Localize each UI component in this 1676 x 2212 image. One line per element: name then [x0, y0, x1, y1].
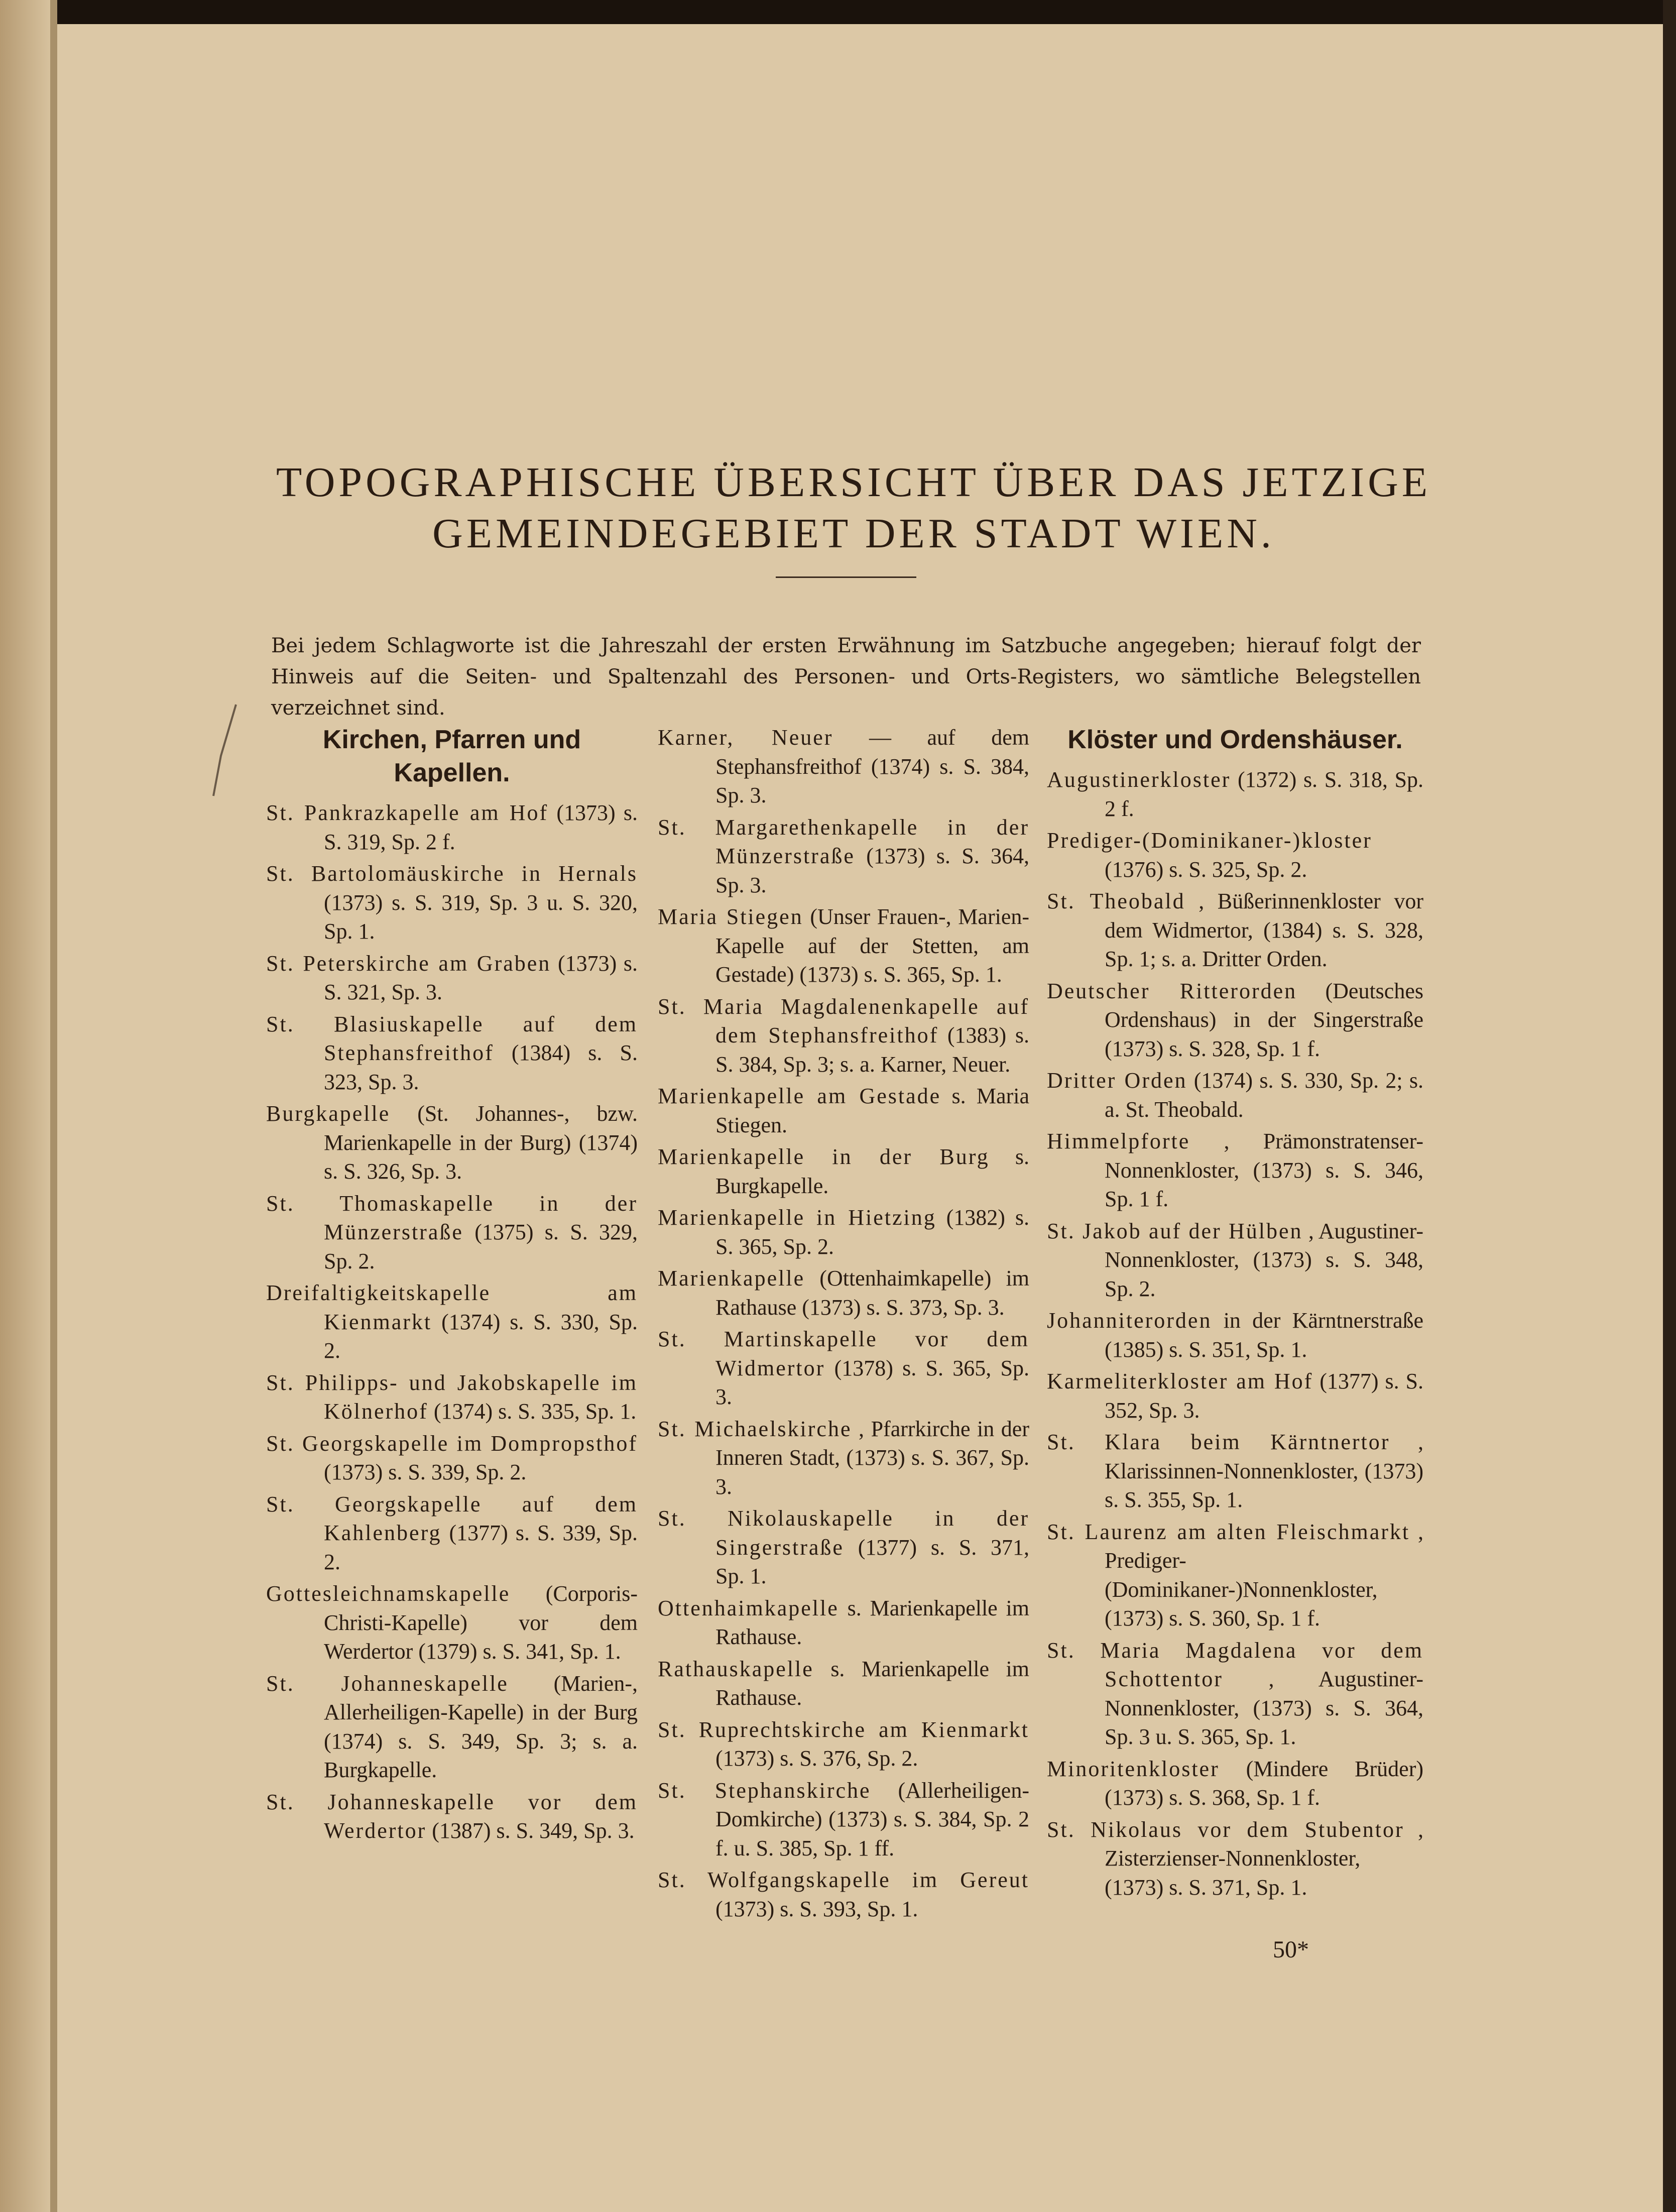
- title-divider: [776, 576, 916, 578]
- page-gutter: [0, 0, 50, 2212]
- index-entry: [1047, 1755, 1423, 1812]
- entry-term: St. Maria Magdalenenkapelle auf dem Stephansfreithof: [658, 994, 1029, 1047]
- index-entry: [1047, 1066, 1423, 1124]
- entry-term: Marienkapelle: [658, 1266, 805, 1291]
- entry-reference: (1373) s. S. 364, Sp. 3.: [715, 844, 1029, 897]
- entry-term: St. Georgskapelle im Dompropsthof: [266, 1431, 638, 1456]
- pencil-mark-icon: [201, 701, 246, 801]
- entry-reference: , Zisterzienser-Nonnenkloster, (1373) s. S. 371, Sp. 1.: [1105, 1817, 1423, 1900]
- index-entry: [1047, 977, 1423, 1064]
- entry-reference: , Klarissinnen-Nonnenkloster, (1373) s. S. 355, Sp. 1.: [1105, 1430, 1423, 1512]
- scan-border-right: [1663, 0, 1676, 2212]
- index-entry: [266, 1278, 638, 1365]
- entry-term: St. Philipps- und Jakobskapelle im Kölnerhof: [266, 1370, 638, 1424]
- entry-reference: (St. Johannes-, bzw. Marienkapelle in der Burg) (1374) s. S. 326, Sp. 3.: [324, 1101, 638, 1184]
- index-entry: [1047, 1306, 1423, 1364]
- entry-reference: (1373) s. S. 393, Sp. 1.: [715, 1896, 918, 1921]
- entry-term: St. Nikolauskapelle in der Singerstraße: [658, 1506, 1029, 1560]
- heading-kirchen: Kirchen, Pfarren und Kapellen.: [322, 725, 581, 787]
- index-entry: [658, 1655, 1029, 1712]
- index-entry: [266, 1669, 638, 1785]
- index-entry: [1047, 826, 1423, 884]
- intro-paragraph: [271, 630, 1421, 724]
- entry-reference: s. Burgkapelle.: [715, 1144, 1029, 1198]
- entry-term: Prediger-(Dominikaner-)kloster: [1047, 828, 1372, 853]
- entry-reference: (1375) s. S. 329, Sp. 2.: [324, 1220, 638, 1273]
- entry-reference: (Allerheiligen-Domkirche) (1373) s. S. 384, Sp. 2 f. u. S. 385, Sp. 1 ff.: [715, 1778, 1029, 1860]
- entry-reference: (1373) s. S. 319, Sp. 2 f.: [324, 800, 638, 854]
- index-entry: [658, 1203, 1029, 1261]
- page-number: 50*: [1273, 1936, 1309, 1963]
- index-entry: [266, 1429, 638, 1487]
- entry-term: St. Stephanskirche: [658, 1778, 871, 1803]
- index-entry: [658, 1325, 1029, 1412]
- column-kirchen: [266, 723, 638, 1848]
- index-entry: [658, 1142, 1029, 1200]
- entry-reference: (1374) s. S. 335, Sp. 1.: [433, 1399, 637, 1424]
- heading-kloester: Klöster und Ordenshäuser.: [1067, 725, 1403, 754]
- entry-term: Marienkapelle am Gestade: [658, 1084, 941, 1108]
- index-entry: [266, 1368, 638, 1426]
- entry-term: St. Theobald: [1047, 889, 1185, 913]
- index-entry: [658, 1415, 1029, 1501]
- column-kirchen-continued: [658, 723, 1029, 1926]
- entry-term: Dritter Orden: [1047, 1068, 1187, 1093]
- entry-list: [266, 798, 638, 1845]
- entry-term: St. Blasiuskapelle auf dem Stephansfreithof: [266, 1011, 638, 1065]
- entry-term: Burgkapelle: [266, 1101, 391, 1126]
- title-line-1: TOPOGRAPHISCHE ÜBERSICHT ÜBER DAS JETZIGE: [276, 459, 1431, 506]
- entry-term: St. Georgskapelle auf dem Kahlenberg: [266, 1491, 638, 1545]
- index-entry: [1047, 1428, 1423, 1515]
- entry-reference: (1383) s. S. 384, Sp. 3; s. a. Karner, Neuer.: [715, 1023, 1029, 1077]
- entry-reference: , Augustiner-Nonnenkloster, (1373) s. S. 348, Sp. 2.: [1105, 1218, 1423, 1301]
- entry-reference: (Deutsches Ordenshaus) in der Singerstraße (1373) s. S. 328, Sp. 1 f.: [1105, 978, 1423, 1061]
- entry-term: Augustinerkloster: [1047, 767, 1231, 792]
- index-entry: [1047, 1518, 1423, 1633]
- entry-term: Minoritenkloster: [1047, 1756, 1220, 1781]
- index-entry: [658, 1504, 1029, 1591]
- entry-term: St. Klara beim Kärntnertor: [1047, 1430, 1390, 1454]
- entry-reference: , Augustiner-Nonnenkloster, (1373) s. S. 364, Sp. 3 u. S. 365, Sp. 1.: [1105, 1667, 1424, 1749]
- entry-reference: (1373) s. S. 339, Sp. 2.: [324, 1460, 527, 1484]
- page-header: [151, 457, 1557, 559]
- entry-reference: (1373) s. S. 376, Sp. 2.: [715, 1746, 918, 1771]
- entry-term: Himmelpforte: [1047, 1129, 1190, 1153]
- index-entry: [266, 1490, 638, 1577]
- entry-term: St. Maria Magdalena vor dem Schottentor: [1047, 1638, 1423, 1691]
- index-entry: [1047, 1815, 1423, 1902]
- entry-term: St. Martinskapelle vor dem Widmertor: [658, 1327, 1029, 1380]
- index-entry: [658, 1715, 1029, 1773]
- entry-reference: (1376) s. S. 325, Sp. 2.: [1105, 857, 1307, 882]
- entry-reference: (Ottenhaimkapelle) im Rathause (1373) s. S. 373, Sp. 3.: [715, 1266, 1029, 1320]
- entry-term: Rathauskapelle: [658, 1656, 814, 1681]
- intro-text: Bei jedem Schlagworte ist die Jahreszahl der ersten Erwähnung im Satzbuche angegeben; hierauf folgt der Hinweis auf die Seiten- und Spaltenzahl des Personen- und Orts-Registers, wo sämtliche Belegstellen verzeichnet sind.: [271, 634, 1421, 720]
- index-entry: [1047, 887, 1423, 974]
- index-entry: [1047, 1367, 1423, 1425]
- entry-reference: (1377) s. S. 352, Sp. 3.: [1105, 1369, 1423, 1423]
- entry-reference: , Prediger-(Dominikaner-)Nonnenkloster, (1373) s. S. 360, Sp. 1 f.: [1105, 1519, 1424, 1631]
- index-entry: [658, 902, 1029, 989]
- entry-reference: (1373) s. S. 321, Sp. 3.: [324, 951, 638, 1004]
- entry-reference: , Prämonstratenser-Nonnenkloster, (1373) s. S. 346, Sp. 1 f.: [1105, 1129, 1423, 1211]
- entry-term: St. Laurenz am alten Fleischmarkt: [1047, 1519, 1410, 1544]
- index-entry: [266, 1010, 638, 1097]
- entry-term: St. Johanneskapelle vor dem Werdertor: [266, 1789, 638, 1843]
- entry-term: Gottesleichnamskapelle: [266, 1581, 511, 1606]
- entry-term: Maria Stiegen: [658, 904, 803, 929]
- index-entry: [266, 859, 638, 946]
- index-entry: [1047, 1127, 1423, 1214]
- entry-reference: (1374) s. S. 330, Sp. 2; s. a. St. Theobald.: [1105, 1068, 1424, 1122]
- entry-reference: s. Marienkapelle im Rathause.: [715, 1656, 1030, 1710]
- entry-reference: (1378) s. S. 365, Sp. 3.: [715, 1355, 1030, 1409]
- entry-reference: (1384) s. S. 323, Sp. 3.: [324, 1040, 638, 1094]
- entry-term: St. Thomaskapelle in der Münzerstraße: [266, 1191, 638, 1244]
- index-entry: [266, 1579, 638, 1666]
- index-entry: [1047, 1636, 1423, 1752]
- entry-term: Karmeliterkloster am Hof: [1047, 1369, 1313, 1393]
- index-entry: [658, 813, 1029, 900]
- index-entry: [658, 1082, 1029, 1139]
- entry-reference: in der Kärntnerstraße (1385) s. S. 351, Sp. 1.: [1105, 1308, 1423, 1362]
- entry-reference: , Pfarrkirche in der Inneren Stadt, (1373) s. S. 367, Sp. 3.: [715, 1416, 1029, 1499]
- entry-reference: (Corporis-Christi-Kapelle) vor dem Werdertor (1379) s. S. 341, Sp. 1.: [324, 1581, 638, 1664]
- index-entry: [658, 1594, 1029, 1652]
- entry-term: St. Ruprechtskirche am Kienmarkt: [658, 1717, 1029, 1742]
- entry-term: Marienkapelle in der Burg: [658, 1144, 990, 1169]
- entry-reference: (1373) s. S. 319, Sp. 3 u. S. 320, Sp. 1.: [324, 890, 638, 944]
- entry-reference: (Marien-, Allerheiligen-Kapelle) in der Burg (1374) s. S. 349, Sp. 3; s. a. Burgkapelle.: [324, 1671, 638, 1782]
- index-entry: [266, 1189, 638, 1276]
- index-entry: [1047, 1217, 1423, 1304]
- entry-term: St. Jakob auf der Hülben: [1047, 1218, 1303, 1243]
- entry-reference: (1374) s. S. 330, Sp. 2.: [324, 1309, 638, 1363]
- index-entry: [266, 1788, 638, 1845]
- entry-reference: (1387) s. S. 349, Sp. 3.: [432, 1818, 635, 1843]
- index-entry: [266, 798, 638, 856]
- entry-reference: s. Marienkapelle im Rathause.: [715, 1595, 1030, 1649]
- entry-term: Deutscher Ritterorden: [1047, 978, 1297, 1003]
- entry-term: St. Margarethenkapelle in der Münzerstraße: [658, 814, 1029, 868]
- entry-term: St. Nikolaus vor dem Stubentor: [1047, 1817, 1404, 1842]
- entry-term: St. Peterskirche am Graben: [266, 951, 551, 976]
- entry-reference: s. Maria Stiegen.: [715, 1084, 1029, 1137]
- entry-term: Karner, Neuer: [658, 725, 833, 750]
- index-entry: [658, 1776, 1029, 1863]
- entry-reference: (Unser Frauen-, Marien-Kapelle auf der Stetten, am Gestade) (1373) s. S. 365, Sp. 1.: [715, 904, 1030, 987]
- entry-reference: (1372) s. S. 318, Sp. 2 f.: [1105, 767, 1424, 821]
- index-entry: [658, 723, 1029, 810]
- title-line-2: GEMEINDEGEBIET DER STADT WIEN.: [432, 510, 1275, 557]
- entry-reference: (1377) s. S. 371, Sp. 1.: [715, 1535, 1029, 1588]
- index-entry: [266, 1099, 638, 1186]
- entry-reference: (1377) s. S. 339, Sp. 2.: [324, 1521, 638, 1574]
- entry-term: St. Bartolomäuskirche in Hernals: [266, 861, 638, 886]
- scan-border-top: [0, 0, 1676, 24]
- entry-term: St. Johanneskapelle: [266, 1671, 509, 1696]
- entry-reference: (Mindere Brüder) (1373) s. S. 368, Sp. 1 f.: [1105, 1756, 1423, 1810]
- column-kloester: [1047, 723, 1423, 1905]
- index-entry: [658, 1866, 1029, 1923]
- entry-reference: — auf dem Stephansfreithof (1374) s. S. 384, Sp. 3.: [715, 725, 1029, 807]
- entry-list: [1047, 765, 1423, 1902]
- index-entry: [1047, 765, 1423, 823]
- index-entry: [658, 992, 1029, 1079]
- entry-term: St. Pankrazkapelle am Hof: [266, 800, 549, 825]
- entry-reference: , Büßerinnenkloster vor dem Widmertor, (1384) s. S. 328, Sp. 1; s. a. Dritter Orden.: [1105, 889, 1423, 971]
- page-fold: [50, 0, 57, 2212]
- index-entry: [266, 949, 638, 1007]
- entry-reference: (1382) s. S. 365, Sp. 2.: [715, 1205, 1030, 1259]
- entry-list: [658, 723, 1029, 1923]
- index-entry: [658, 1264, 1029, 1322]
- entry-term: St. Wolfgangskapelle im Gereut: [658, 1868, 1029, 1892]
- entry-term: Dreifaltigkeitskapelle am Kienmarkt: [266, 1280, 638, 1334]
- entry-term: St. Michaelskirche: [658, 1416, 852, 1441]
- entry-term: Johanniterorden: [1047, 1308, 1212, 1333]
- entry-term: Ottenhaimkapelle: [658, 1595, 839, 1620]
- entry-term: Marienkapelle in Hietzing: [658, 1205, 936, 1230]
